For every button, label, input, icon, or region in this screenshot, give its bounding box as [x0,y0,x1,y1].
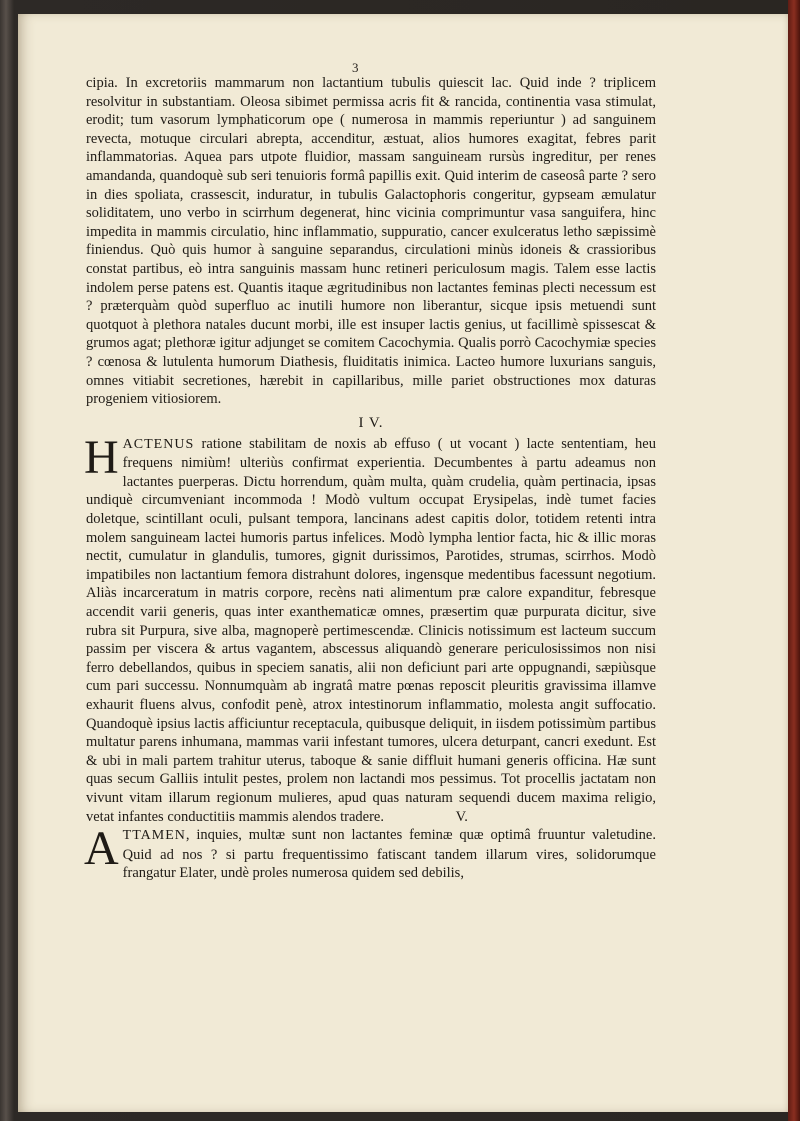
paragraph-1: cipia. In excretoriis mammarum non lactantium tubulis quiescit lac. Quid inde ? triplicem resolvitur in substantiam. Oleosa sibimet permissa acris fit & rancida, continentia vasa stimulat, erodit; tum vasorum lymphaticorum ope ( numerosa in mammis reperiuntur ) ad sanguinem revecta, motuque circulari abrepta, accenditur, æstuat, alios humores exagitat, febres parit inflammatorias. Aquea pars utpote fluidior, massam sanguineam rursùs ingreditur, per renes amandanda, quandoquè sub seri tenuioris formâ papillis exit. Quid interim de caseosâ parte ? sero in dies spoliata, crassescit, induratur, in tubulis Galactophoris congeritur, gypseam æmulatur soliditatem, uno verbo in scirrhum degenerat, hinc vicinia comprimuntur vasa sanguifera, hinc impedita in mammis circulatio, hinc inflammatio, suppuratio, cancer exulceratus letho sæpissimè finiendus. Quò quis humor à sanguine separandus, circulationi minùs idoneis & crassioribus constat partibus, eò intra sanguinis massam hunc retineri periculosum magis. Talem esse lactis indolem perse patens est. Quantis itaque ægritudinibus non lactantes feminas plecti necessum est ? præterquàm quòd superfluo ac inutili humore non liberantur, sicque ipsis metuendi sunt quotquot à plethora natales ducunt morbi, ille est insuper lactis genius, ut facillimè spissescat & grumos agat; plethoræ igitur adjunget se comitem Cacochymia. Qualis porrò Cacochymiæ species ? cœnosa & lutulenta humorum Diathesis, fluiditatis inimica. Lacteo humore luxurians sanguis, omnes vitiabit secretiones, hærebit in capillaribus, mille pariet obstructiones mox daturas progeniem vitiosiorem. [86,75,656,408]
book-edge [788,0,800,1121]
page-text [86,74,656,883]
paragraph-3-body: , inquies, multæ sunt non lactantes feminæ quæ optimâ fruuntur valetudine. Quid ad nos ? si partu frequentissimo fatiscant tandem illarum vires, solidorumque frangatur Elater, undè proles numerosa quidem sed debilis, [122,827,656,882]
paragraph-3 [84,822,656,883]
drop-cap-a: A [84,822,119,876]
paragraph-2-body: ratione stabilitam de noxis ab effuso ( ut vocant ) lacte sententiam, heu frequens nimiùm! ulteriùs confirmat experientia. Decumbentes à partu adeamus non lactantes puerperas. Dictu horrendum, quàm multa, quàm crudelia, quàm pertinacia, ipsas undiquè circumveniant incommoda ! Modò vultum occupat Erysipelas, indè tumet facies doletque, scintillant oculi, pulsant tempora, lancinans adest capitis dolor, totidem retenti intra molem sanguineam lactei humoris partus infelices. Modò lympha lentior facta, hic & illic moras nectit, cumulatur in glandulis, tumores, gignit durissimos, Parotides, strumas, scirrhos. Modò impatibiles non lactantium femora distrahunt dolores, ingensque medentibus facessunt negotium. Aliàs incarceratum in matris corpore, recèns nati alimentum præ calore expanditur, febresque accendit varii generis, quas inter exanthematicæ omnes, præsertim quæ purpurata dicitur, sive rubra sit Purpura, sive alba, magnoperè pertimescendæ. Clinicis notissimum est lacteum succum passim per viscera & artus vagantem, abscessus aliquandò generare periculosissimos non nisi ferro debellandos, quibus in speciem sanatis, alii non deficiunt pari arte oppugnandi, sæpiùsque cum pari successu. Nonnumquàm ab ingratâ matre pœnas reposcit pleuritis gravissima illamve exhaurit fluens alvus, confodit penè, atrox intestinorum inflammatio, molesta angit suffocatio. Quandoquè ipsius lactis afficiuntur receptacula, quibusque deliquit, in iisdem potissimùm partibus multatur parens inhumana, mammas varii infestant tumores, ulcera deturpant, cancri exedunt. Est & ubi in mali partem trahitur uterus, taboque & sanie diffluit humani generis officina. Hæ sunt quas secum Galliis intulit pestes, prolem non lactandi mos pessimus. Tot procellis jactatam non vivunt vitam illarum regionum mulieres, apud quas naturam sequendi ducem maxima religio, vetat infantes conductitiis mammis alendos tradere. [86,435,656,825]
drop-cap-h: H [84,430,119,484]
paragraph-2 [84,430,656,826]
paragraph-2-lead: ACTENUS [122,436,195,452]
paragraph-3-lead: TTAMEN [122,828,186,844]
section-heading-v: V. [455,808,468,825]
section-heading-iv: I V. [358,414,384,431]
page-number: 3 [352,60,359,75]
